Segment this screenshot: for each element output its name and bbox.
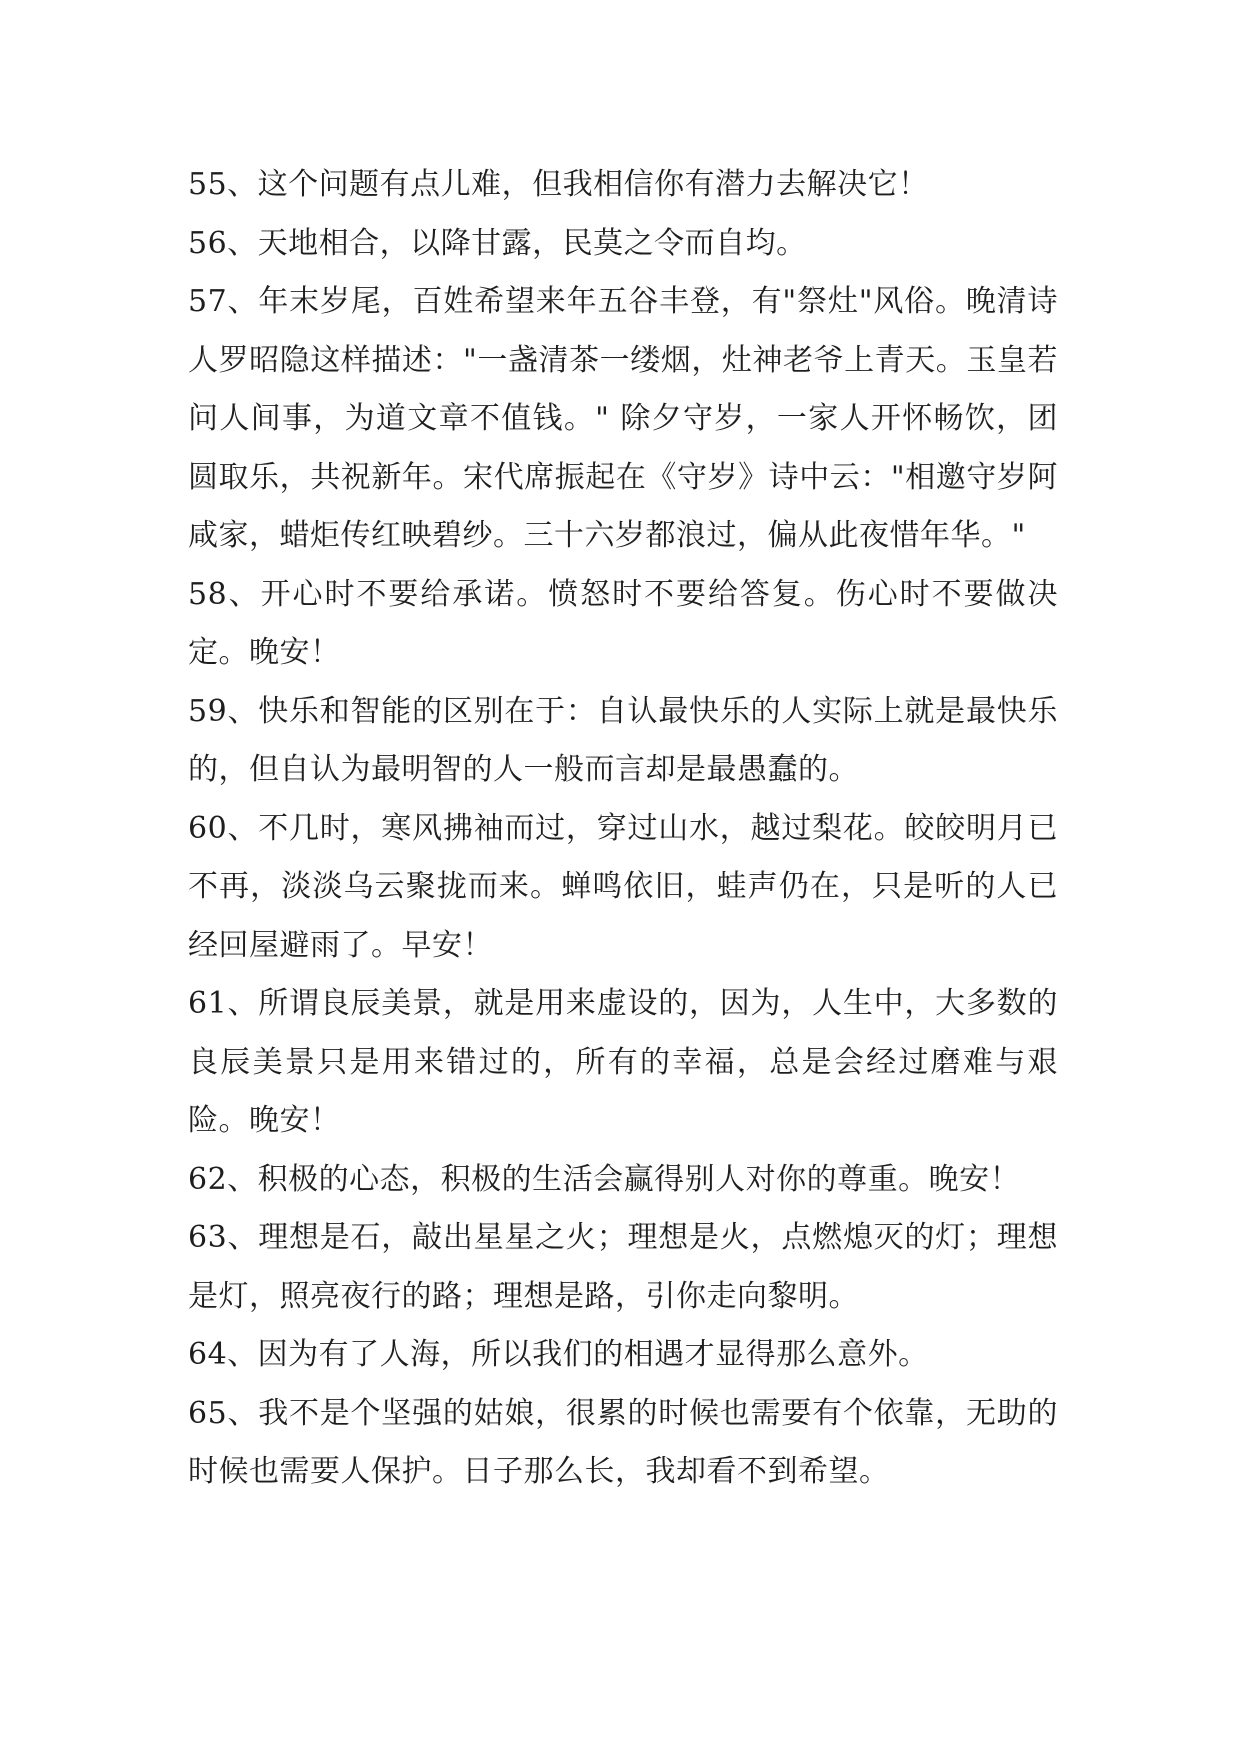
entry-65: 65、我不是个坚强的姑娘，很累的时候也需要有个依靠，无助的时候也需要人保护。日子那么长，我却看不到希望。 bbox=[188, 1395, 1058, 1489]
entry-61: 61、所谓良辰美景，就是用来虚设的，因为，人生中，大多数的良辰美景只是用来错过的，所有的幸福，总是会经过磨难与艰险。晚安！ bbox=[188, 986, 1058, 1138]
entry-64: 64、因为有了人海，所以我们的相遇才显得那么意外。 bbox=[188, 1337, 929, 1372]
entry-63: 63、理想是石，敲出星星之火；理想是火，点燃熄灭的灯；理想是灯，照亮夜行的路；理想是路，引你走向黎明。 bbox=[188, 1220, 1058, 1314]
entry-62: 62、积极的心态，积极的生活会赢得别人对你的尊重。晚安！ bbox=[188, 1161, 1021, 1197]
entry-57: 57、年末岁尾，百姓希望来年五谷丰登，有"祭灶"风俗。晚清诗人罗昭隐这样描述："一盏清茶一缕烟，灶神老爷上青天。玉皇若问人间事，为道文章不值钱。" 除夕守岁，一家人开怀畅饮，团圆取乐，共祝新年。宋代席振起在《守岁》诗中云："相邀守岁阿咸家，蜡炬传红映碧纱。三十六岁都浪过，偏从此夜惜年华。" bbox=[188, 284, 1058, 553]
entry-58: 58、开心时不要给承诺。愤怒时不要给答复。伤心时不要做决定。晚安！ bbox=[188, 576, 1058, 670]
entry-55: 55、这个问题有点儿难，但我相信你有潜力去解决它！ bbox=[188, 167, 929, 202]
entry-60: 60、不几时，寒风拂袖而过，穿过山水，越过梨花。皎皎明月已不再，淡淡乌云聚拢而来。蝉鸣依旧，蛙声仍在，只是听的人已经回屋避雨了。早安！ bbox=[188, 810, 1058, 963]
document-page bbox=[188, 156, 1058, 1502]
entry-56: 56、天地相合，以降甘露，民莫之令而自均。 bbox=[188, 225, 807, 261]
entry-59: 59、快乐和智能的区别在于：自认最快乐的人实际上就是最快乐的，但自认为最明智的人一般而言却是最愚蠢的。 bbox=[188, 693, 1058, 787]
